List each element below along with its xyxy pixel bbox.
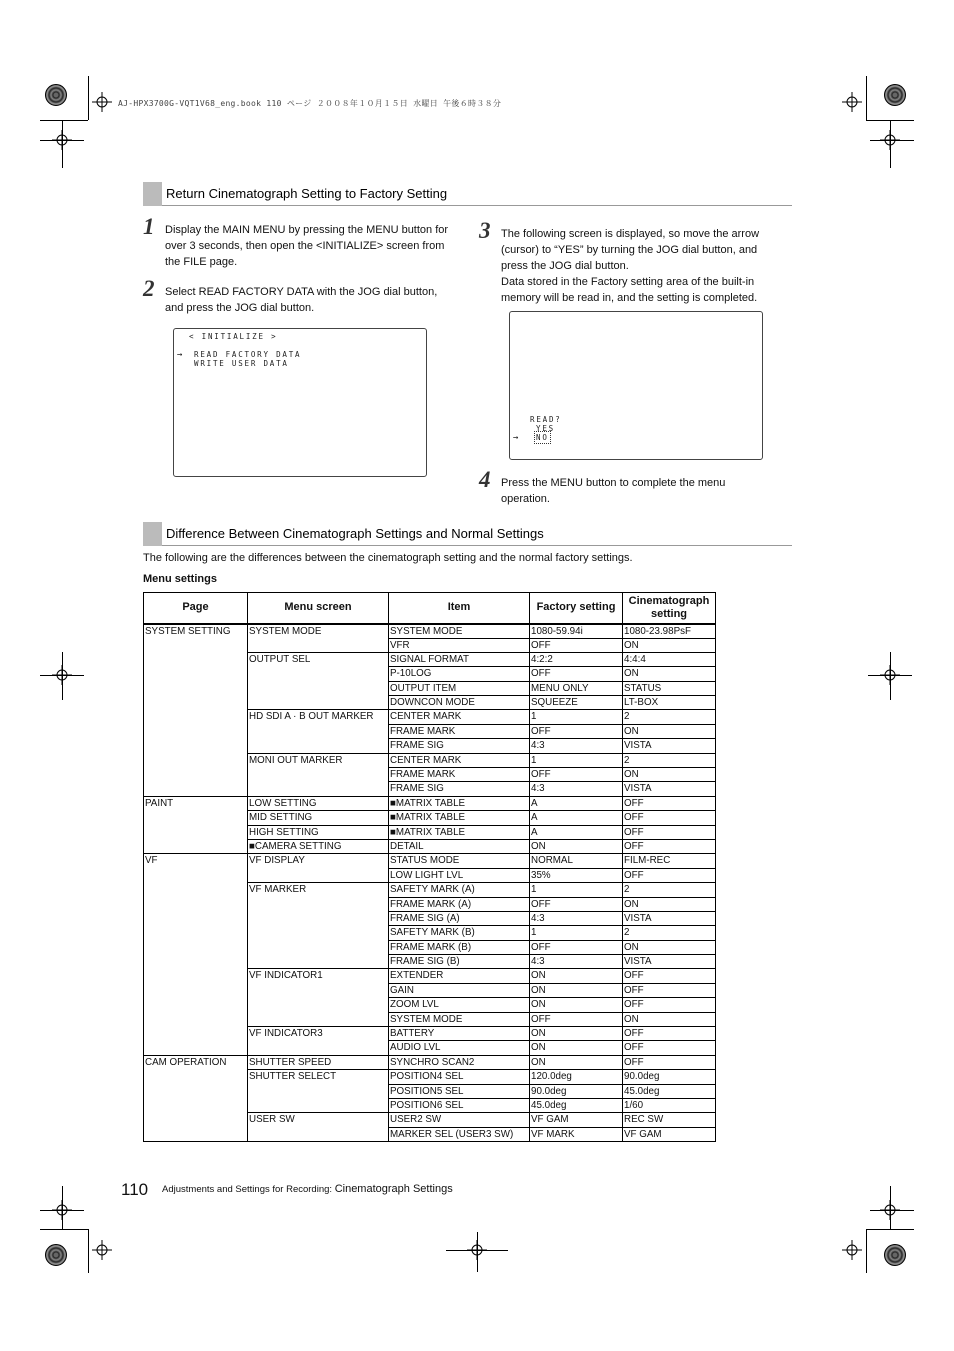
step-text [501, 226, 783, 306]
cell-menu-screen: MID SETTING [248, 811, 389, 825]
section-marker [143, 182, 162, 206]
table-subheading: Menu settings [143, 573, 217, 585]
cell-item: SAFETY MARK (B) [389, 926, 530, 940]
cell-factory-setting: 45.0deg [530, 1099, 623, 1113]
column-header: Cinematograph setting [623, 593, 716, 624]
cell-factory-setting: A [530, 811, 623, 825]
menu-item: WRITE USER DATA [194, 359, 289, 368]
cell-item: SAFETY MARK (A) [389, 883, 530, 897]
cell-item: CENTER MARK [389, 710, 530, 724]
registration-target-icon [842, 92, 862, 112]
screen-prompt: READ? [530, 415, 562, 424]
cell-item: SIGNAL FORMAT [389, 652, 530, 666]
cell-menu-screen: OUTPUT SEL [248, 652, 389, 710]
cell-item: BATTERY [389, 1027, 530, 1041]
footer-chapter [162, 1183, 453, 1195]
cell-item: FRAME SIG [389, 739, 530, 753]
registration-target-icon [52, 130, 72, 150]
screen-title: < INITIALIZE > [189, 332, 278, 341]
cell-factory-setting: NORMAL [530, 854, 623, 868]
cell-item: LOW LIGHT LVL [389, 868, 530, 882]
step-text-line: Data stored in the Factory setting area of the built-in memory will be read in, and the setting is completed. [501, 276, 758, 304]
cell-factory-setting: OFF [530, 1012, 623, 1026]
section-marker [143, 522, 162, 546]
option-no: NO [536, 433, 549, 442]
cell-item: FRAME MARK [389, 724, 530, 738]
cell-item: POSITION6 SEL [389, 1099, 530, 1113]
cell-menu-screen: VF INDICATOR1 [248, 969, 389, 1027]
cell-cinematograph-setting: ON [623, 940, 716, 954]
cell-page: VF [144, 854, 248, 1055]
registration-rosette-icon [45, 1244, 67, 1266]
cell-cinematograph-setting: ON [623, 768, 716, 782]
cell-menu-screen: SHUTTER SPEED [248, 1055, 389, 1069]
cell-cinematograph-setting: OFF [623, 969, 716, 983]
cell-item: MARKER SEL (USER3 SW) [389, 1127, 530, 1141]
step-number: 1 [143, 214, 155, 239]
cell-cinematograph-setting: OFF [623, 796, 716, 810]
cell-menu-screen: HIGH SETTING [248, 825, 389, 839]
cell-cinematograph-setting: 1/60 [623, 1099, 716, 1113]
table-header-row [144, 593, 716, 624]
cell-cinematograph-setting: VISTA [623, 955, 716, 969]
cell-factory-setting: 4:3 [530, 911, 623, 925]
cell-factory-setting: 35% [530, 868, 623, 882]
cell-cinematograph-setting: OFF [623, 998, 716, 1012]
cell-menu-screen: SYSTEM MODE [248, 624, 389, 653]
cell-page: SYSTEM SETTING [144, 624, 248, 797]
cell-item: FRAME SIG (A) [389, 911, 530, 925]
cell-factory-setting: OFF [530, 667, 623, 681]
cell-factory-setting: ON [530, 1027, 623, 1041]
section-title: Difference Between Cinematograph Settings and Normal Settings [166, 526, 544, 541]
section-heading-differences [143, 522, 792, 546]
file-header: AJ-HPX3700G-VQT1V68_eng.book 110 ページ ２００８年１０月１５日 水曜日 午後６時３８分 [118, 99, 502, 108]
registration-rosette-icon [884, 84, 906, 106]
step-text: Select READ FACTORY DATA with the JOG dial button, and press the JOG dial button. [165, 286, 438, 314]
menu-item: READ FACTORY DATA [194, 350, 302, 359]
registration-target-icon [880, 1200, 900, 1220]
cursor-arrow-icon: → [177, 350, 185, 360]
cell-cinematograph-setting: VF GAM [623, 1127, 716, 1141]
cell-item: EXTENDER [389, 969, 530, 983]
cell-factory-setting: VF MARK [530, 1127, 623, 1141]
table-row [144, 796, 716, 810]
cell-cinematograph-setting: OFF [623, 1055, 716, 1069]
cell-item: FRAME MARK (A) [389, 897, 530, 911]
cell-item: ZOOM LVL [389, 998, 530, 1012]
cell-factory-setting: A [530, 796, 623, 810]
cell-item: POSITION4 SEL [389, 1070, 530, 1084]
cell-item: OUTPUT ITEM [389, 681, 530, 695]
cell-cinematograph-setting: ON [623, 1012, 716, 1026]
cursor-arrow-icon: → [513, 433, 521, 443]
cell-cinematograph-setting: VISTA [623, 911, 716, 925]
cell-page: PAINT [144, 796, 248, 854]
cell-cinematograph-setting: OFF [623, 811, 716, 825]
cell-item: SYSTEM MODE [389, 624, 530, 639]
cell-cinematograph-setting: 2 [623, 883, 716, 897]
step-text-line: The following screen is displayed, so move the arrow (cursor) to “YES” by turning the JOG dial button, and press the JOG dial button. [501, 228, 760, 272]
cell-item: DETAIL [389, 839, 530, 853]
read-confirm-screen-illustration [509, 311, 763, 460]
initialize-screen-illustration [173, 328, 427, 477]
step-number: 4 [479, 467, 491, 492]
cell-item: SYSTEM MODE [389, 1012, 530, 1026]
cell-factory-setting: ON [530, 1041, 623, 1055]
cell-factory-setting: 1 [530, 710, 623, 724]
step-text: Press the MENU button to complete the menu operation. [501, 477, 726, 505]
cell-item: GAIN [389, 983, 530, 997]
table-row [144, 624, 716, 639]
column-header: Item [389, 593, 530, 624]
cell-factory-setting: ON [530, 998, 623, 1012]
cell-item: P-10LOG [389, 667, 530, 681]
table-row [144, 854, 716, 868]
cell-cinematograph-setting: STATUS [623, 681, 716, 695]
cell-cinematograph-setting: OFF [623, 1041, 716, 1055]
section-title: Return Cinematograph Setting to Factory Setting [166, 186, 448, 201]
step-number: 3 [479, 218, 491, 243]
registration-target-icon [92, 92, 112, 112]
cell-factory-setting: 1 [530, 883, 623, 897]
cell-cinematograph-setting: OFF [623, 983, 716, 997]
cell-factory-setting: OFF [530, 638, 623, 652]
cell-item: SYNCHRO SCAN2 [389, 1055, 530, 1069]
cell-factory-setting: 4:2:2 [530, 652, 623, 666]
cell-cinematograph-setting: 2 [623, 753, 716, 767]
cell-factory-setting: ON [530, 839, 623, 853]
cell-cinematograph-setting: VISTA [623, 782, 716, 796]
registration-target-icon [467, 1240, 487, 1260]
cell-page: CAM OPERATION [144, 1055, 248, 1141]
table-row [144, 1055, 716, 1069]
cell-factory-setting: 120.0deg [530, 1070, 623, 1084]
cell-factory-setting: SQUEEZE [530, 696, 623, 710]
column-header: Page [144, 593, 248, 624]
intro-paragraph: The following are the differences between the cinematograph setting and the normal factory settings. [143, 552, 633, 564]
cell-menu-screen: SHUTTER SELECT [248, 1070, 389, 1113]
cell-cinematograph-setting: 45.0deg [623, 1084, 716, 1098]
cell-cinematograph-setting: ON [623, 724, 716, 738]
cell-item: POSITION5 SEL [389, 1084, 530, 1098]
cell-item: VFR [389, 638, 530, 652]
cell-menu-screen: USER SW [248, 1113, 389, 1142]
cell-factory-setting: 1 [530, 926, 623, 940]
cell-menu-screen: HD SDI A · B OUT MARKER [248, 710, 389, 753]
cell-factory-setting: OFF [530, 940, 623, 954]
footer-topic: Cinematograph Settings [334, 1183, 453, 1195]
registration-target-icon [52, 665, 72, 685]
cell-factory-setting: ON [530, 983, 623, 997]
page-number: 110 [121, 1180, 149, 1199]
cell-item: AUDIO LVL [389, 1041, 530, 1055]
cell-factory-setting: ON [530, 1055, 623, 1069]
column-header: Menu screen [248, 593, 389, 624]
cell-cinematograph-setting: 2 [623, 710, 716, 724]
cell-cinematograph-setting: 4:4:4 [623, 652, 716, 666]
cell-item: USER2 SW [389, 1113, 530, 1127]
column-header: Factory setting [530, 593, 623, 624]
cell-factory-setting: 1 [530, 753, 623, 767]
cell-cinematograph-setting: OFF [623, 1027, 716, 1041]
cell-factory-setting: ON [530, 969, 623, 983]
cell-factory-setting: MENU ONLY [530, 681, 623, 695]
step-number: 2 [143, 276, 155, 301]
cell-menu-screen: VF MARKER [248, 883, 389, 969]
registration-rosette-icon [45, 84, 67, 106]
registration-target-icon [880, 665, 900, 685]
cell-cinematograph-setting: OFF [623, 825, 716, 839]
cell-factory-setting: OFF [530, 768, 623, 782]
cell-factory-setting: A [530, 825, 623, 839]
cell-factory-setting: OFF [530, 724, 623, 738]
cell-item: FRAME SIG [389, 782, 530, 796]
cell-cinematograph-setting: ON [623, 897, 716, 911]
cell-menu-screen: MONI OUT MARKER [248, 753, 389, 796]
cell-cinematograph-setting: REC SW [623, 1113, 716, 1127]
cell-item: CENTER MARK [389, 753, 530, 767]
cell-cinematograph-setting: LT-BOX [623, 696, 716, 710]
footer-chapter-label: Adjustments and Settings for Recording: [162, 1184, 333, 1195]
cell-cinematograph-setting: ON [623, 667, 716, 681]
cell-menu-screen: ■CAMERA SETTING [248, 839, 389, 853]
cell-item: ■MATRIX TABLE [389, 825, 530, 839]
registration-target-icon [880, 130, 900, 150]
cell-menu-screen: LOW SETTING [248, 796, 389, 810]
step-text: Display the MAIN MENU by pressing the MENU button for over 3 seconds, then open the <INITIALIZE> screen from the FILE page. [165, 224, 449, 268]
registration-target-icon [842, 1240, 862, 1260]
cell-factory-setting: 1080-59.94i [530, 624, 623, 639]
cell-item: FRAME SIG (B) [389, 955, 530, 969]
menu-settings-table [143, 592, 716, 1142]
cell-item: FRAME MARK (B) [389, 940, 530, 954]
cell-cinematograph-setting: VISTA [623, 739, 716, 753]
cell-menu-screen: VF DISPLAY [248, 854, 389, 883]
cell-item: ■MATRIX TABLE [389, 811, 530, 825]
cell-item: FRAME MARK [389, 768, 530, 782]
cell-item: STATUS MODE [389, 854, 530, 868]
cell-cinematograph-setting: FILM-REC [623, 854, 716, 868]
cell-cinematograph-setting: 1080-23.98PsF [623, 624, 716, 639]
cell-cinematograph-setting: OFF [623, 868, 716, 882]
cell-factory-setting: VF GAM [530, 1113, 623, 1127]
cell-factory-setting: 90.0deg [530, 1084, 623, 1098]
cell-item: ■MATRIX TABLE [389, 796, 530, 810]
option-yes: YES [536, 424, 555, 433]
registration-target-icon [52, 1200, 72, 1220]
cell-menu-screen: VF INDICATOR3 [248, 1027, 389, 1056]
cell-cinematograph-setting: OFF [623, 839, 716, 853]
registration-rosette-icon [884, 1244, 906, 1266]
cell-cinematograph-setting: 2 [623, 926, 716, 940]
cell-factory-setting: 4:3 [530, 739, 623, 753]
cell-factory-setting: OFF [530, 897, 623, 911]
section-heading-factory-reset [143, 182, 792, 206]
cell-cinematograph-setting: ON [623, 638, 716, 652]
registration-target-icon [92, 1240, 112, 1260]
cell-item: DOWNCON MODE [389, 696, 530, 710]
cell-cinematograph-setting: 90.0deg [623, 1070, 716, 1084]
cell-factory-setting: 4:3 [530, 782, 623, 796]
cell-factory-setting: 4:3 [530, 955, 623, 969]
